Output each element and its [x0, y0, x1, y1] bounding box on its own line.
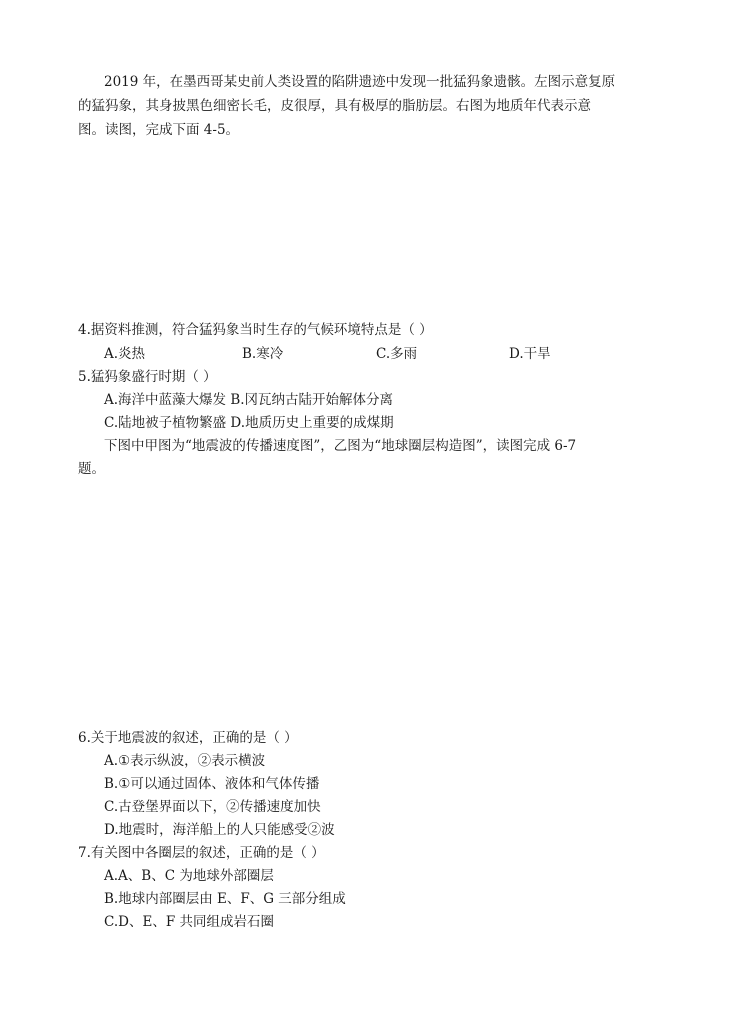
intro-1-line-1: 2019 年，在墨西哥某史前人类设置的陷阱遗迹中发现一批猛犸象遗骸。左图示意复原	[104, 74, 616, 90]
q7-option-a: A.A、B、C 为地球外部圈层	[104, 868, 274, 884]
intro-1-line-2: 的猛犸象，其身披黑色细密长毛，皮很厚，具有极厚的脂肪层。右图为地质年代表示意	[78, 98, 591, 114]
q6-option-a: A.①表示纵波，②表示横波	[104, 753, 266, 769]
q5-stem: 5.猛犸象盛行时期（ ）	[78, 369, 217, 385]
q7-option-c: C.D、E、F 共同组成岩石圈	[104, 914, 274, 930]
q7-option-b: B.地球内部圈层由 E、F、G 三部分组成	[104, 891, 346, 907]
q6-stem: 6.关于地震波的叙述，正确的是（ ）	[78, 730, 298, 746]
figure-area-mammoth-and-geologic-time	[80, 150, 660, 310]
q5-options-row-1: A.海洋中蓝藻大爆发 B.冈瓦纳古陆开始解体分离	[104, 392, 394, 408]
q4-stem: 4.据资料推测，符合猛犸象当时生存的气候环境特点是（ ）	[78, 322, 433, 338]
q5-options-row-2: C.陆地被子植物繁盛 D.地质历史上重要的成煤期	[104, 415, 394, 431]
intro-1-line-3: 图。读图，完成下面 4-5。	[78, 122, 240, 138]
q6-option-b: B.①可以通过固体、液体和气体传播	[104, 776, 320, 792]
q6-option-c: C.古登堡界面以下，②传播速度加快	[104, 799, 321, 815]
intro-2-line-1: 下图中甲图为“地震波的传播速度图”，乙图为“地球圈层构造图”，读图完成 6-7	[104, 438, 577, 454]
intro-2-line-2: 题。	[78, 461, 105, 477]
q4-option-d: D.干旱	[509, 346, 551, 362]
q7-stem: 7.有关图中各圈层的叙述，正确的是（ ）	[78, 845, 325, 861]
q4-option-a: A.炎热	[104, 346, 146, 362]
q4-option-c: C.多雨	[376, 346, 418, 362]
q4-option-b: B.寒冷	[242, 346, 284, 362]
q6-option-d: D.地震时，海洋船上的人只能感受②波	[104, 822, 335, 838]
figure-area-seismic-and-earth-layers	[80, 490, 660, 720]
